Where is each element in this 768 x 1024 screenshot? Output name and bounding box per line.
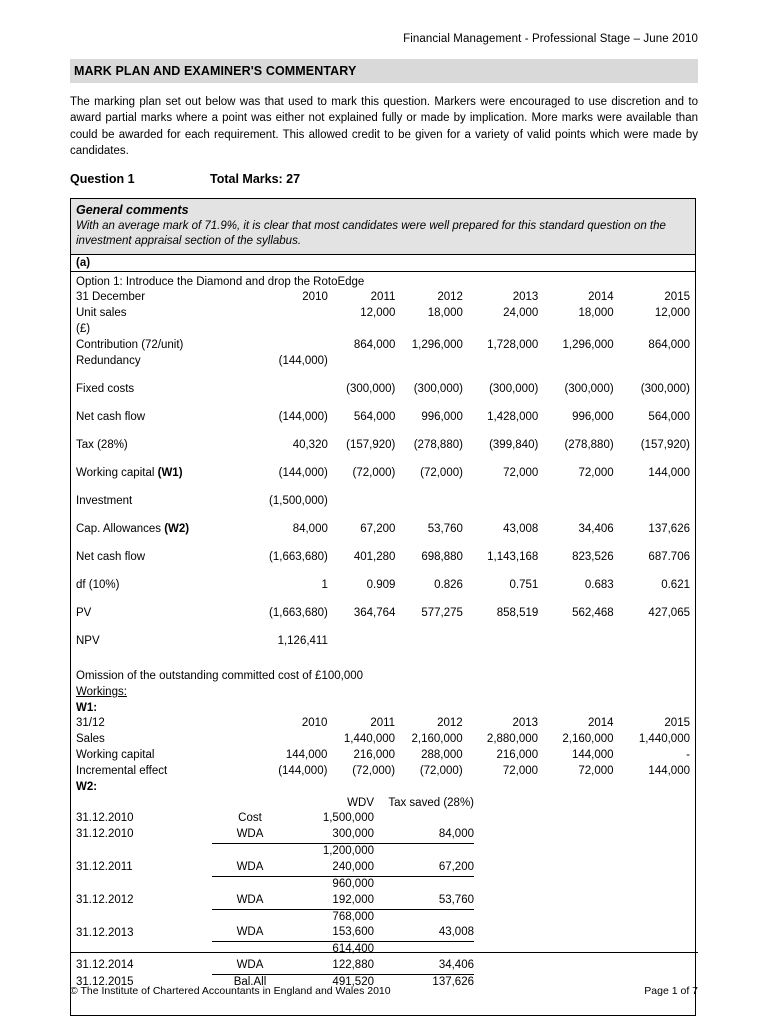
table-row [76, 522, 690, 550]
w2-date [76, 909, 212, 925]
w2-wdv-header: WDV [347, 796, 374, 809]
w2-date: 31.12.2015 [76, 975, 134, 988]
w1-column-header-2012: 2012 [437, 716, 463, 729]
table-cell: (72,000) [352, 466, 396, 479]
w2-date [76, 844, 212, 860]
table-cell: 996,000 [572, 410, 614, 423]
table-cell [328, 634, 396, 662]
running-head: Financial Management - Professional Stage – June 2010 [403, 33, 698, 45]
w2-wdv-value: 300,000 [288, 827, 374, 843]
table-cell [252, 382, 328, 410]
table-cell [395, 494, 463, 522]
w2-type: Cost [238, 812, 262, 825]
table-cell: 858,519 [496, 606, 539, 619]
w1-header-row [76, 716, 690, 732]
row-label: Contribution (72/unit) [76, 338, 184, 351]
table-cell: 823,526 [572, 550, 614, 563]
row-label: df (10%) [76, 578, 120, 591]
row-label: PV [76, 606, 92, 619]
table-cell [614, 494, 690, 522]
w1-table [76, 716, 690, 779]
cashflow-table-body [76, 290, 690, 662]
table-cell [252, 338, 328, 354]
w2-date: 31.12.2010 [76, 828, 134, 841]
table-cell [252, 322, 328, 338]
w2-tax-value: 84,000 [374, 827, 474, 843]
row-label-reference: (W1) [157, 466, 183, 479]
table-cell: (1,663,680) [269, 550, 328, 563]
w2-type: WDA [212, 827, 288, 843]
table-cell [538, 322, 613, 338]
w2-row [76, 942, 474, 958]
w1-column-header-2013: 2013 [512, 716, 539, 729]
column-header-2011: 2011 [370, 290, 396, 303]
w1-row [76, 748, 690, 764]
table-cell: 1,296,000 [562, 338, 614, 351]
w2-wdv-value: 153,600 [288, 925, 374, 941]
table-cell [463, 494, 538, 522]
table-cell: 562,468 [572, 606, 614, 619]
table-cell: 72,000 [503, 466, 539, 479]
w2-row [76, 876, 474, 892]
page-number: Page 1 of 7 [644, 985, 698, 997]
w2-wdv-value: 491,520 [332, 975, 374, 988]
table-cell: (300,000) [489, 382, 539, 395]
table-cell: (300,000) [346, 382, 396, 395]
w1-cell: 144,000 [648, 764, 690, 777]
w2-row [76, 860, 474, 876]
table-row [76, 634, 690, 662]
table-row [76, 306, 690, 322]
table-cell: 84,000 [292, 522, 328, 535]
w1-row-header-label: 31/12 [76, 716, 105, 729]
table-cell: 1 [321, 578, 328, 591]
w2-header-row [76, 796, 474, 812]
w2-type: Bal.All [233, 975, 267, 988]
w2-tax-value [374, 844, 474, 860]
w2-tax-value: 34,406 [374, 958, 474, 974]
table-cell [463, 634, 538, 662]
w1-cell: 144,000 [571, 748, 614, 761]
table-cell: 687.706 [648, 550, 690, 563]
w2-heading: W2: [76, 781, 98, 794]
row-label: NPV [76, 634, 100, 647]
page-footer [70, 985, 698, 997]
table-cell: 144,000 [648, 466, 690, 479]
w1-column-header-2015: 2015 [664, 716, 690, 729]
table-cell [614, 322, 690, 338]
w2-wdv-value: 1,200,000 [322, 845, 374, 858]
w1-cell: (144,000) [278, 764, 328, 777]
copyright-notice: © The Institute of Chartered Accountants in England and Wales 2010 [70, 985, 391, 997]
w1-heading: W1: [76, 701, 98, 714]
row-label: Redundancy [76, 354, 141, 367]
table-cell [328, 494, 396, 522]
row-label: Net cash flow [76, 550, 146, 563]
w1-cell: (72,000) [352, 764, 396, 777]
answer-box [70, 198, 696, 1016]
row-label-reference: (W2) [164, 522, 190, 535]
table-row [76, 322, 690, 338]
w2-date: 31.12.2011 [76, 861, 133, 874]
w2-date [76, 876, 212, 892]
table-cell [252, 306, 328, 322]
w2-wdv-value: 960,000 [332, 877, 374, 890]
table-cell: 0.826 [434, 578, 463, 591]
w1-cell: 2,880,000 [486, 732, 539, 745]
table-cell: (278,880) [413, 438, 463, 451]
table-cell: 401,280 [353, 550, 396, 563]
w2-type: WDA [212, 893, 288, 909]
w2-type: WDA [212, 860, 288, 876]
table-cell [614, 634, 690, 662]
w2-date-header [76, 796, 212, 812]
table-cell: 53,760 [427, 522, 463, 535]
general-comments-text: With an average mark of 71.9%, it is clear that most candidates were well prepared for this standard question on the investment appraisal section of the syllabus. [76, 219, 666, 248]
w2-row [76, 958, 474, 974]
w2-row [76, 844, 474, 860]
row-label: Investment [76, 494, 133, 507]
table-cell: (1,663,680) [269, 606, 328, 619]
w2-date: 31.12.2012 [76, 893, 134, 906]
workings-heading: Workings: [76, 685, 127, 698]
table-cell [463, 322, 538, 338]
table-cell: (300,000) [413, 382, 463, 395]
omission-note: Omission of the outstanding committed cost of £100,000 [76, 669, 364, 682]
w2-wdv-value: 614,400 [332, 943, 374, 956]
table-row [76, 466, 690, 494]
table-cell: 564,000 [353, 410, 396, 423]
table-cell [395, 322, 463, 338]
column-header-2014: 2014 [588, 290, 614, 303]
table-cell: 24,000 [503, 306, 539, 319]
option-line: Option 1: Introduce the Diamond and drop the RotoEdge [76, 275, 365, 288]
table-cell: 577,275 [421, 606, 463, 619]
table-cell: 427,065 [648, 606, 690, 619]
w1-cell: 1,440,000 [638, 732, 690, 745]
w2-tax-value: 53,760 [374, 893, 474, 909]
table-row [76, 606, 690, 634]
table-cell: (300,000) [640, 382, 690, 395]
w1-cell: 144,000 [285, 748, 328, 761]
w1-cell: 216,000 [496, 748, 539, 761]
w2-tax-value [374, 942, 474, 958]
page-title: MARK PLAN AND EXAMINER'S COMMENTARY [70, 59, 698, 83]
table-cell: (157,920) [640, 438, 690, 451]
w2-type [212, 909, 288, 925]
w2-wdv-value: 768,000 [332, 910, 374, 923]
w1-cell: 288,000 [421, 748, 463, 761]
table-cell: 864,000 [353, 338, 396, 351]
table-cell: 43,008 [503, 522, 539, 535]
table-cell [538, 354, 613, 382]
table-cell: (157,920) [346, 438, 396, 451]
table-cell: 1,143,168 [487, 550, 539, 563]
w1-cell: - [686, 748, 690, 761]
table-cell: 0.683 [584, 578, 614, 591]
w2-wdv-value: 192,000 [288, 893, 374, 909]
w1-row-label: Sales [76, 732, 105, 745]
table-cell: (399,840) [489, 438, 539, 451]
question-heading [70, 172, 698, 186]
table-cell: (144,000) [278, 410, 328, 423]
table-row [76, 338, 690, 354]
w2-date: 31.12.2014 [76, 959, 134, 972]
w2-tax-value [374, 876, 474, 892]
table-cell: 0.621 [661, 578, 690, 591]
table-cell: 72,000 [578, 466, 614, 479]
table-cell: 1,428,000 [487, 410, 539, 423]
w1-cell: 2,160,000 [411, 732, 463, 745]
row-label: Fixed costs [76, 382, 135, 395]
w1-cell: 72,000 [502, 764, 539, 777]
table-cell: 564,000 [648, 410, 690, 423]
table-cell: 1,296,000 [411, 338, 463, 351]
w2-type: WDA [212, 925, 288, 941]
w1-row [76, 764, 690, 780]
table-cell: 0.909 [366, 578, 396, 591]
w2-table-body [76, 796, 474, 991]
table-cell [395, 354, 463, 382]
table-row [76, 410, 690, 438]
w2-row [76, 925, 474, 941]
w2-row [76, 909, 474, 925]
intro-paragraph: The marking plan set out below was that used to mark this question. Markers were encouraged to use discretion and to award partial marks where a point was either not explained fully or made by implication. More marks were available than could be awarded for each requirement. This allowed credit to be given for a variety of valid points which were made by candidates. [70, 96, 698, 157]
w2-tax-value: 43,008 [374, 925, 474, 941]
w2-date: 31.12.2013 [76, 926, 134, 939]
table-cell [538, 634, 613, 662]
w2-table [76, 796, 474, 991]
table-cell [328, 354, 396, 382]
w1-cell [252, 732, 327, 748]
w1-column-header-2014: 2014 [587, 716, 614, 729]
w1-column-header-2011: 2011 [370, 716, 396, 729]
w2-date [76, 942, 212, 958]
w2-wdv-value: 240,000 [288, 860, 374, 876]
w1-column-header-2010: 2010 [301, 716, 328, 729]
table-header-row [76, 290, 690, 306]
row-label: Net cash flow [76, 410, 146, 423]
table-cell: 18,000 [427, 306, 463, 319]
table-cell: (278,880) [564, 438, 614, 451]
w2-type: WDA [212, 958, 288, 974]
w2-type [212, 942, 288, 958]
w2-tax-value [374, 909, 474, 925]
row-label: Cap. Allowances (W2) [76, 522, 190, 535]
general-comments-section [71, 199, 695, 254]
column-header-2010: 2010 [302, 290, 328, 303]
row-label: Working capital (W1) [76, 466, 183, 479]
column-header-2012: 2012 [437, 290, 463, 303]
table-cell: 1,728,000 [487, 338, 539, 351]
table-cell: 18,000 [578, 306, 614, 319]
w1-cell: 2,160,000 [562, 732, 614, 745]
w2-tax-value [374, 811, 474, 827]
table-row [76, 438, 690, 466]
page-content [70, 0, 698, 1016]
table-cell: (72,000) [420, 466, 463, 479]
w1-cell: 216,000 [353, 748, 396, 761]
table-cell: (300,000) [564, 382, 614, 395]
w1-cell: (72,000) [419, 764, 463, 777]
question-label: Question 1 [70, 172, 135, 187]
table-cell: (144,000) [278, 466, 328, 479]
table-row [76, 354, 690, 382]
w1-cell: 1,440,000 [343, 732, 396, 745]
table-cell [328, 322, 396, 338]
table-cell: 137,626 [648, 522, 690, 535]
table-cell: (144,000) [278, 354, 328, 367]
table-row [76, 578, 690, 606]
table-cell: (1,500,000) [269, 494, 328, 507]
row-label: Unit sales [76, 306, 127, 319]
row-label: Tax (28%) [76, 438, 128, 451]
w2-row [76, 893, 474, 909]
w2-tax-value: 67,200 [374, 860, 474, 876]
table-cell: 996,000 [421, 410, 463, 423]
part-label: (a) [71, 255, 695, 272]
w1-row [76, 732, 690, 748]
w2-type-header [212, 796, 288, 812]
general-comments-title: General comments [76, 203, 189, 218]
table-row [76, 382, 690, 410]
table-cell [614, 354, 690, 382]
table-row [76, 550, 690, 578]
table-cell: 0.751 [509, 578, 539, 591]
w1-row-label: Incremental effect [76, 764, 168, 777]
footer-rule [70, 952, 698, 953]
w1-cell: 72,000 [578, 764, 614, 777]
column-header-2013: 2013 [512, 290, 539, 303]
row-header-label: 31 December [76, 290, 146, 303]
w2-tax-value: 137,626 [432, 975, 474, 988]
w2-row [76, 827, 474, 843]
w2-tax-header: Tax saved (28%) [388, 796, 474, 809]
cashflow-table [76, 290, 690, 662]
table-cell: 1,126,411 [277, 634, 328, 647]
w2-type [212, 876, 288, 892]
w2-wdv-value: 122,880 [288, 958, 374, 974]
w1-row-label: Working capital [76, 748, 155, 761]
w1-table-body [76, 716, 690, 779]
table-cell [395, 634, 463, 662]
table-cell [538, 494, 613, 522]
table-cell: 698,880 [421, 550, 463, 563]
table-row [76, 494, 690, 522]
table-cell: 67,200 [360, 522, 396, 535]
answer-body [71, 272, 695, 1015]
row-label: (£) [76, 322, 91, 335]
table-cell [463, 354, 538, 382]
table-cell: 34,406 [578, 522, 614, 535]
column-header-2015: 2015 [664, 290, 690, 303]
total-marks: Total Marks: 27 [210, 172, 301, 187]
table-cell: 40,320 [292, 438, 328, 451]
w2-wdv-value: 1,500,000 [322, 812, 374, 825]
table-cell: 12,000 [654, 306, 690, 319]
table-cell: 12,000 [360, 306, 396, 319]
w2-type [212, 844, 288, 860]
w2-date: 31.12.2010 [76, 812, 134, 825]
table-cell: 864,000 [648, 338, 690, 351]
table-cell: 364,764 [353, 606, 396, 619]
w2-row [76, 811, 474, 827]
